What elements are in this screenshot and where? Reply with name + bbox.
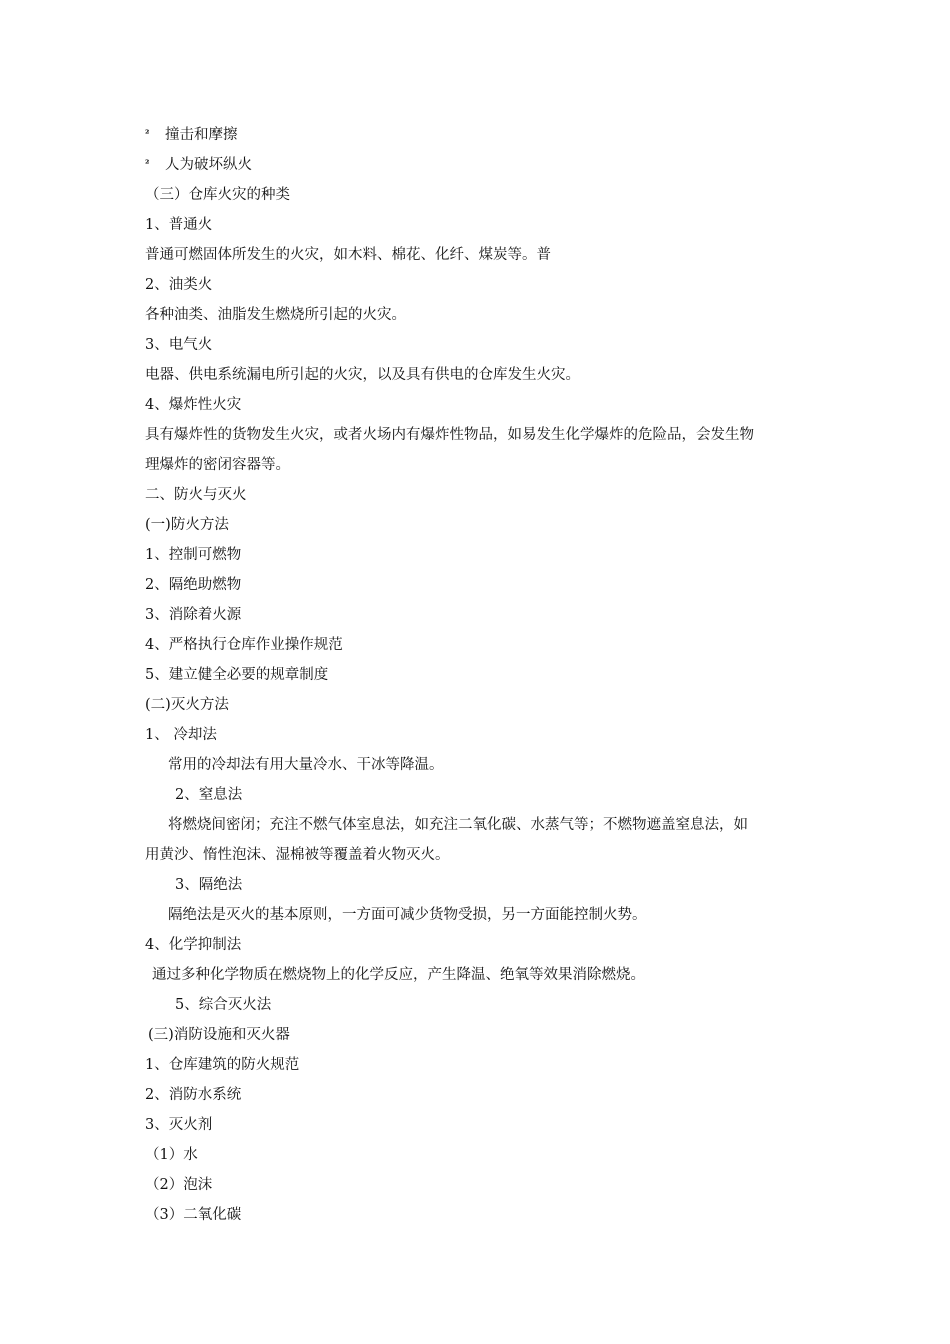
subsection-heading: (二)灭火方法 xyxy=(145,697,229,713)
item-heading: 2、窒息法 xyxy=(175,787,243,803)
item-heading: 4、爆炸性火灾 xyxy=(145,397,242,413)
list-item: 4、严格执行仓库作业操作规范 xyxy=(145,637,343,653)
list-item: （1）水 xyxy=(145,1147,198,1163)
item-heading: 1、 冷却法 xyxy=(145,727,217,743)
bullet-marker: ² xyxy=(145,159,150,170)
list-item: 1、控制可燃物 xyxy=(145,547,242,563)
subsection-heading: (一)防火方法 xyxy=(145,517,229,533)
paragraph: 常用的冷却法有用大量冷水、干冰等降温。 xyxy=(168,757,444,773)
paragraph: 普通可燃固体所发生的火灾，如木料、棉花、化纤、煤炭等。普 xyxy=(145,247,551,263)
paragraph: 具有爆炸性的货物发生火灾，或者火场内有爆炸性物品，如易发生化学爆炸的危险品，会发生物 xyxy=(145,427,754,443)
bullet-text: 人为破坏纵火 xyxy=(165,157,252,173)
list-item: 5、建立健全必要的规章制度 xyxy=(145,667,329,683)
list-item: 2、隔绝助燃物 xyxy=(145,577,242,593)
paragraph: 通过多种化学物质在燃烧物上的化学反应，产生降温、绝氧等效果消除燃烧。 xyxy=(152,967,645,983)
item-heading: 3、隔绝法 xyxy=(175,877,243,893)
bullet-text: 撞击和摩擦 xyxy=(165,127,238,143)
item-heading: 5、综合灭火法 xyxy=(175,997,272,1013)
section-heading: 二、防火与灭火 xyxy=(145,487,247,503)
bullet-marker: ² xyxy=(145,129,150,140)
subsection-heading: (三)消防设施和灭火器 xyxy=(148,1027,290,1043)
list-item: （3）二氧化碳 xyxy=(145,1207,242,1223)
section-heading: （三）仓库火灾的种类 xyxy=(145,187,290,203)
paragraph: 理爆炸的密闭容器等。 xyxy=(145,457,290,473)
list-item: 3、灭火剂 xyxy=(145,1117,213,1133)
paragraph: 各种油类、油脂发生燃烧所引起的火灾。 xyxy=(145,307,406,323)
item-heading: 4、化学抑制法 xyxy=(145,937,242,953)
list-item: 2、消防水系统 xyxy=(145,1087,242,1103)
list-item: 1、仓库建筑的防火规范 xyxy=(145,1057,300,1073)
list-item: （2）泡沫 xyxy=(145,1177,213,1193)
list-item: 3、消除着火源 xyxy=(145,607,242,623)
item-heading: 2、油类火 xyxy=(145,277,213,293)
item-heading: 1、普通火 xyxy=(145,217,213,233)
paragraph: 电器、供电系统漏电所引起的火灾，以及具有供电的仓库发生火灾。 xyxy=(145,367,580,383)
paragraph: 隔绝法是灭火的基本原则，一方面可减少货物受损，另一方面能控制火势。 xyxy=(168,907,647,923)
paragraph: 用黄沙、惰性泡沫、湿棉被等覆盖着火物灭火。 xyxy=(145,847,450,863)
bullet-item xyxy=(145,155,252,175)
paragraph: 将燃烧间密闭；充注不燃气体室息法，如充注二氧化碳、水蒸气等；不燃物遮盖窒息法，如 xyxy=(168,817,748,833)
bullet-item xyxy=(145,125,238,145)
item-heading: 3、电气火 xyxy=(145,337,213,353)
